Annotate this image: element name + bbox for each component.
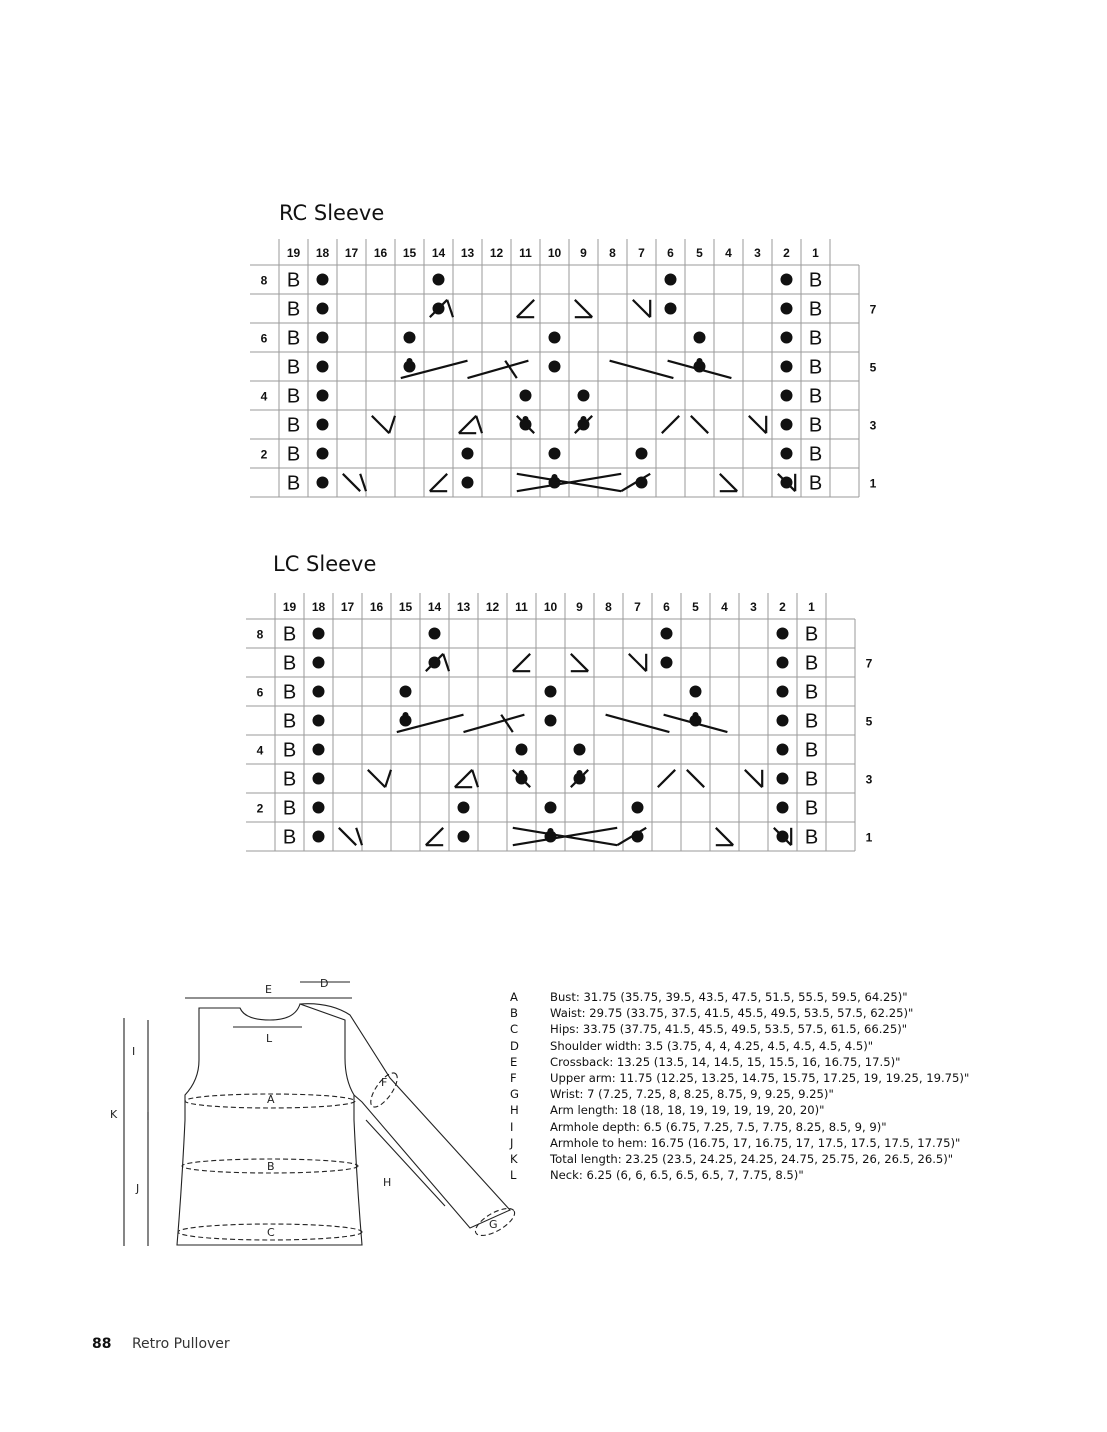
border-stitch: B bbox=[808, 356, 823, 379]
border-stitch: B bbox=[286, 327, 301, 350]
column-number: 3 bbox=[750, 600, 757, 614]
border-stitch: B bbox=[286, 269, 301, 292]
cable-slash-icon bbox=[472, 770, 478, 787]
purl-dot-icon bbox=[317, 419, 329, 431]
border-stitch: B bbox=[804, 797, 819, 820]
border-stitch: B bbox=[282, 739, 297, 762]
border-stitch: B bbox=[804, 768, 819, 791]
measurement-item: C Hips: 33.75 (37.75, 41.5, 45.5, 49.5, 53.5, 57.5, 61.5, 66.25)" bbox=[510, 1022, 908, 1037]
cable-slash-icon bbox=[389, 416, 395, 433]
cable-slash-icon bbox=[513, 654, 530, 671]
cable-slash-icon bbox=[517, 300, 534, 317]
purl-dot-icon bbox=[313, 773, 325, 785]
purl-dot-icon bbox=[317, 274, 329, 286]
row-number-left: 6 bbox=[256, 685, 264, 700]
column-number: 15 bbox=[402, 246, 417, 260]
label-L: L bbox=[266, 1032, 273, 1045]
label-D: D bbox=[320, 977, 329, 990]
chart-title-lc-sleeve: LC Sleeve bbox=[273, 552, 377, 576]
cable-slash-icon bbox=[464, 715, 525, 732]
cable-slash-icon bbox=[430, 474, 447, 491]
border-stitch: B bbox=[808, 443, 823, 466]
purl-dot-icon bbox=[458, 802, 470, 814]
border-stitch: B bbox=[282, 768, 297, 791]
purl-dot-icon bbox=[317, 361, 329, 373]
label-K: K bbox=[110, 1108, 118, 1121]
purl-dot-icon bbox=[777, 715, 789, 727]
purl-dot-icon bbox=[545, 802, 557, 814]
cable-slash-icon bbox=[610, 361, 674, 378]
measurement-item: H Arm length: 18 (18, 18, 19, 19, 19, 19, 20, 20)" bbox=[510, 1103, 825, 1118]
column-number: 11 bbox=[515, 600, 528, 614]
column-number: 14 bbox=[427, 600, 442, 614]
cable-slash-icon bbox=[662, 416, 679, 433]
column-number: 1 bbox=[812, 246, 819, 260]
measurement-item: K Total length: 23.25 (23.5, 24.25, 24.25, 24.75, 25.75, 26, 26.5, 26.5)" bbox=[510, 1152, 954, 1167]
cable-slash-icon bbox=[443, 654, 449, 671]
cable-slash-icon bbox=[447, 300, 453, 317]
purl-dot-icon bbox=[777, 657, 789, 669]
purl-dot-icon bbox=[665, 303, 677, 315]
purl-dot-icon bbox=[690, 686, 702, 698]
label-G: G bbox=[489, 1218, 498, 1231]
purl-dot-icon bbox=[313, 744, 325, 756]
purl-dot-icon bbox=[694, 332, 706, 344]
column-number: 4 bbox=[725, 246, 732, 260]
column-number: 16 bbox=[369, 600, 384, 614]
purl-dot-icon bbox=[317, 390, 329, 402]
border-stitch: B bbox=[282, 681, 297, 704]
column-number: 8 bbox=[609, 246, 616, 260]
measurement-list bbox=[510, 989, 969, 1183]
cable-slash-icon bbox=[687, 770, 704, 787]
cable-slash-icon bbox=[606, 715, 670, 732]
column-number: 18 bbox=[315, 246, 330, 260]
purl-dot-icon bbox=[661, 657, 673, 669]
column-number: 19 bbox=[282, 600, 297, 614]
lc-sleeve-chart bbox=[246, 592, 873, 852]
border-stitch: B bbox=[804, 710, 819, 733]
measurement-item: L Neck: 6.25 (6, 6, 6.5, 6.5, 6.5, 7, 7.75, 8.5)" bbox=[510, 1168, 804, 1183]
label-E: E bbox=[265, 983, 272, 996]
purl-dot-icon bbox=[777, 773, 789, 785]
purl-dot-icon bbox=[549, 332, 561, 344]
border-stitch: B bbox=[804, 826, 819, 849]
measurement-item: I Armhole depth: 6.5 (6.75, 7.25, 7.5, 7.75, 8.25, 8.5, 9, 9)" bbox=[510, 1119, 887, 1134]
purl-dot-icon bbox=[317, 448, 329, 460]
row-number-right: 3 bbox=[865, 772, 873, 787]
cable-slash-icon bbox=[571, 654, 588, 671]
column-number: 8 bbox=[605, 600, 612, 614]
purl-dot-icon bbox=[693, 712, 699, 718]
purl-dot-icon bbox=[781, 390, 793, 402]
purl-dot-icon bbox=[545, 715, 557, 727]
cable-slash-icon bbox=[455, 770, 472, 787]
border-stitch: B bbox=[804, 652, 819, 675]
purl-dot-icon bbox=[661, 628, 673, 640]
cable-slash-icon bbox=[339, 828, 356, 845]
border-stitch: B bbox=[804, 623, 819, 646]
border-stitch: B bbox=[282, 710, 297, 733]
purl-dot-icon bbox=[407, 358, 413, 364]
sweater-schematic bbox=[100, 970, 520, 1260]
purl-dot-icon bbox=[636, 448, 648, 460]
purl-dot-icon bbox=[404, 332, 416, 344]
border-stitch: B bbox=[286, 472, 301, 495]
label-B: B bbox=[267, 1160, 275, 1173]
column-number: 2 bbox=[783, 246, 790, 260]
cable-slash-icon bbox=[356, 828, 362, 845]
pattern-title: Retro Pullover bbox=[131, 1336, 230, 1352]
border-stitch: B bbox=[804, 681, 819, 704]
purl-dot-icon bbox=[777, 686, 789, 698]
purl-dot-icon bbox=[313, 686, 325, 698]
purl-dot-icon bbox=[458, 831, 470, 843]
row-number-right: 5 bbox=[865, 714, 873, 729]
column-number: 11 bbox=[519, 246, 532, 260]
purl-dot-icon bbox=[317, 332, 329, 344]
border-stitch: B bbox=[286, 298, 301, 321]
cable-slash-icon bbox=[459, 416, 476, 433]
column-number: 12 bbox=[485, 600, 500, 614]
row-number-left: 8 bbox=[260, 273, 268, 288]
purl-dot-icon bbox=[578, 390, 590, 402]
column-number: 7 bbox=[638, 246, 645, 260]
purl-dot-icon bbox=[317, 477, 329, 489]
border-stitch: B bbox=[282, 623, 297, 646]
border-stitch: B bbox=[808, 298, 823, 321]
cable-slash-icon bbox=[633, 300, 650, 317]
cable-slash-icon bbox=[360, 474, 366, 491]
purl-dot-icon bbox=[313, 715, 325, 727]
purl-dot-icon bbox=[462, 477, 474, 489]
label-C: C bbox=[267, 1226, 275, 1239]
measurement-item: D Shoulder width: 3.5 (3.75, 4, 4, 4.25, 4.5, 4.5, 4.5, 4.5)" bbox=[510, 1038, 874, 1053]
row-number-right: 1 bbox=[865, 830, 873, 845]
purl-dot-icon bbox=[545, 686, 557, 698]
label-H: H bbox=[383, 1176, 392, 1189]
purl-dot-icon bbox=[781, 332, 793, 344]
cable-slash-icon bbox=[749, 416, 766, 433]
column-number: 18 bbox=[311, 600, 326, 614]
column-number: 6 bbox=[667, 246, 674, 260]
cable-slash-icon bbox=[385, 770, 391, 787]
purl-dot-icon bbox=[317, 303, 329, 315]
cable-slash-icon bbox=[368, 770, 385, 787]
column-number: 16 bbox=[373, 246, 388, 260]
cable-slash-icon bbox=[426, 654, 443, 671]
column-number: 1 bbox=[808, 600, 815, 614]
purl-dot-icon bbox=[516, 744, 528, 756]
row-number-right: 7 bbox=[865, 656, 873, 671]
label-A: A bbox=[267, 1093, 275, 1106]
purl-dot-icon bbox=[313, 831, 325, 843]
border-stitch: B bbox=[808, 385, 823, 408]
cable-slash-icon bbox=[468, 361, 529, 378]
column-number: 17 bbox=[344, 246, 359, 260]
row-number-left: 2 bbox=[260, 447, 268, 462]
border-stitch: B bbox=[804, 739, 819, 762]
purl-dot-icon bbox=[665, 274, 677, 286]
border-stitch: B bbox=[808, 327, 823, 350]
sleeve-outline bbox=[300, 1004, 510, 1228]
row-number-left: 4 bbox=[256, 743, 264, 758]
row-number-left: 6 bbox=[260, 331, 268, 346]
purl-dot-icon bbox=[549, 448, 561, 460]
column-number: 6 bbox=[663, 600, 670, 614]
purl-dot-icon bbox=[781, 274, 793, 286]
cable-slash-icon bbox=[343, 474, 360, 491]
purl-dot-icon bbox=[781, 419, 793, 431]
column-number: 19 bbox=[286, 246, 301, 260]
column-number: 9 bbox=[576, 600, 583, 614]
page-footer bbox=[92, 1336, 230, 1352]
border-stitch: B bbox=[286, 443, 301, 466]
cable-slash-icon bbox=[778, 474, 795, 491]
cable-slash-icon bbox=[720, 474, 737, 491]
column-number: 13 bbox=[456, 600, 471, 614]
purl-dot-icon bbox=[313, 628, 325, 640]
column-number: 10 bbox=[543, 600, 558, 614]
cable-slash-icon bbox=[372, 416, 389, 433]
column-number: 17 bbox=[340, 600, 355, 614]
border-stitch: B bbox=[286, 414, 301, 437]
column-number: 15 bbox=[398, 600, 413, 614]
column-number: 3 bbox=[754, 246, 761, 260]
row-number-right: 1 bbox=[869, 476, 877, 491]
rc-sleeve-chart bbox=[250, 238, 877, 498]
column-number: 2 bbox=[779, 600, 786, 614]
purl-dot-icon bbox=[777, 802, 789, 814]
border-stitch: B bbox=[808, 414, 823, 437]
label-J: J bbox=[136, 1182, 140, 1195]
cable-slash-icon bbox=[716, 828, 733, 845]
border-stitch: B bbox=[282, 652, 297, 675]
measurement-item: J Armhole to hem: 16.75 (16.75, 17, 16.75, 17, 17.5, 17.5, 17.5, 17.75)" bbox=[510, 1135, 961, 1150]
cable-slash-icon bbox=[774, 828, 791, 845]
row-number-left: 4 bbox=[260, 389, 268, 404]
border-stitch: B bbox=[286, 356, 301, 379]
chart-title-rc-sleeve: RC Sleeve bbox=[279, 201, 385, 225]
measurement-item: E Crossback: 13.25 (13.5, 14, 14.5, 15, 15.5, 16, 16.75, 17.5)" bbox=[510, 1054, 901, 1069]
column-number: 7 bbox=[634, 600, 641, 614]
border-stitch: B bbox=[808, 269, 823, 292]
cable-slash-icon bbox=[745, 770, 762, 787]
column-number: 9 bbox=[580, 246, 587, 260]
measurement-item: A Bust: 31.75 (35.75, 39.5, 43.5, 47.5, 51.5, 55.5, 59.5, 64.25)" bbox=[510, 990, 908, 1004]
purl-dot-icon bbox=[429, 628, 441, 640]
border-stitch: B bbox=[808, 472, 823, 495]
column-number: 13 bbox=[460, 246, 475, 260]
page-number: 88 bbox=[92, 1336, 112, 1352]
label-F: F bbox=[381, 1076, 388, 1089]
cable-slash-icon bbox=[691, 416, 708, 433]
purl-dot-icon bbox=[433, 274, 445, 286]
column-number: 10 bbox=[547, 246, 562, 260]
purl-dot-icon bbox=[632, 802, 644, 814]
border-stitch: B bbox=[282, 797, 297, 820]
measurement-item: G Wrist: 7 (7.25, 7.25, 8, 8.25, 8.75, 9, 9.25, 9.25)" bbox=[510, 1087, 834, 1102]
purl-dot-icon bbox=[781, 448, 793, 460]
column-number: 5 bbox=[692, 600, 699, 614]
column-number: 12 bbox=[489, 246, 504, 260]
row-number-left: 2 bbox=[256, 801, 264, 816]
purl-dot-icon bbox=[549, 361, 561, 373]
row-number-right: 5 bbox=[869, 360, 877, 375]
purl-dot-icon bbox=[777, 628, 789, 640]
purl-dot-icon bbox=[403, 712, 409, 718]
cable-slash-icon bbox=[658, 770, 675, 787]
border-stitch: B bbox=[282, 826, 297, 849]
purl-dot-icon bbox=[781, 303, 793, 315]
purl-dot-icon bbox=[313, 802, 325, 814]
label-I: I bbox=[132, 1045, 136, 1058]
border-stitch: B bbox=[286, 385, 301, 408]
cable-slash-icon bbox=[575, 300, 592, 317]
cable-slash-icon bbox=[629, 654, 646, 671]
cable-slash-icon bbox=[426, 828, 443, 845]
row-number-right: 3 bbox=[869, 418, 877, 433]
row-number-right: 7 bbox=[869, 302, 877, 317]
measurement-item: F Upper arm: 11.75 (12.25, 13.25, 14.75, 15.75, 17.25, 19, 19.25, 19.75)" bbox=[510, 1071, 970, 1086]
purl-dot-icon bbox=[777, 744, 789, 756]
purl-dot-icon bbox=[781, 361, 793, 373]
measurement-item: B Waist: 29.75 (33.75, 37.5, 41.5, 45.5, 49.5, 53.5, 57.5, 62.25)" bbox=[510, 1006, 914, 1021]
column-number: 4 bbox=[721, 600, 728, 614]
purl-dot-icon bbox=[313, 657, 325, 669]
row-number-left: 8 bbox=[256, 627, 264, 642]
purl-dot-icon bbox=[574, 744, 586, 756]
purl-dot-icon bbox=[520, 390, 532, 402]
column-number: 14 bbox=[431, 246, 446, 260]
purl-dot-icon bbox=[400, 686, 412, 698]
purl-dot-icon bbox=[697, 358, 703, 364]
cable-slash-icon bbox=[430, 300, 447, 317]
column-number: 5 bbox=[696, 246, 703, 260]
purl-dot-icon bbox=[462, 448, 474, 460]
cable-slash-icon bbox=[476, 416, 482, 433]
